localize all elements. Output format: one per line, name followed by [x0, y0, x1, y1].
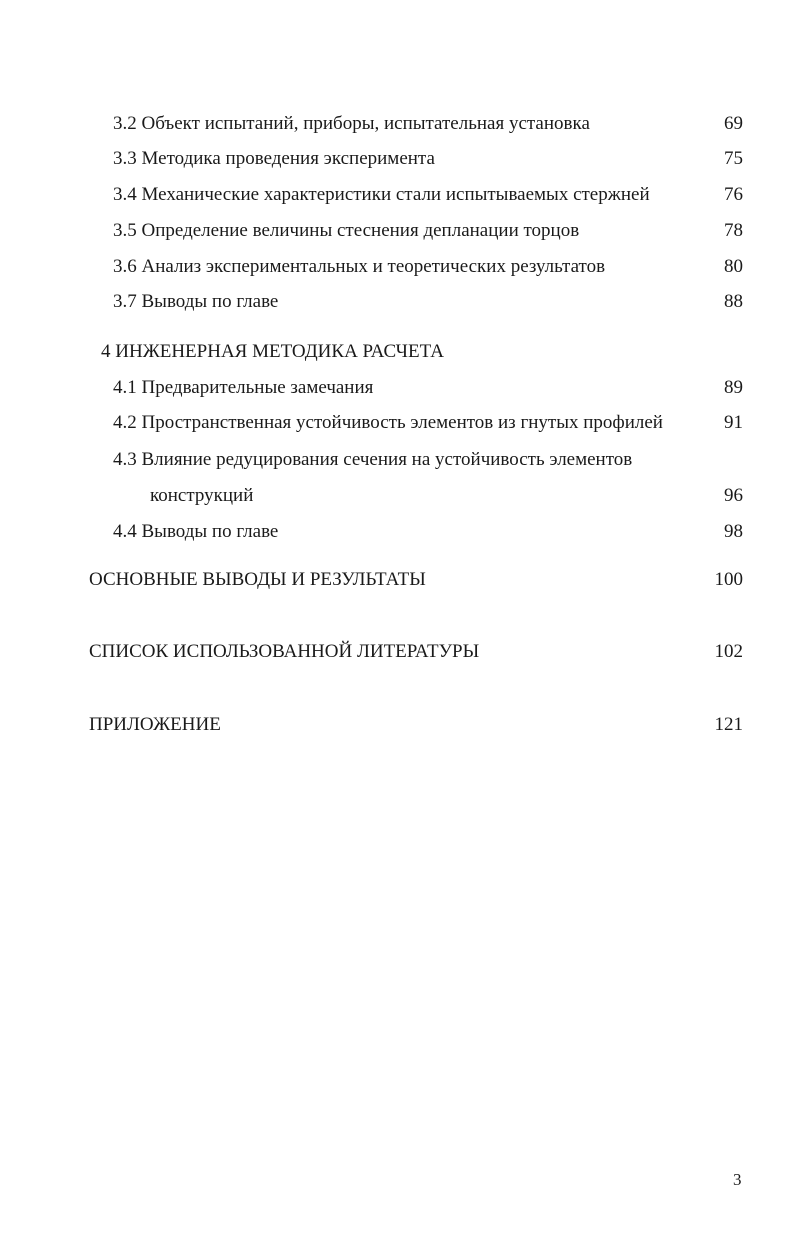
- toc-entry-3-4-title: 3.4 Механические характеристики стали испытываемых стержней: [113, 184, 650, 205]
- toc-entry-4-3-title-line1: 4.3 Влияние редуцирования сечения на устойчивость элементов: [113, 449, 633, 470]
- toc-appendix-page: 121: [714, 714, 743, 735]
- toc-conclusions-title: ОСНОВНЫЕ ВЫВОДЫ И РЕЗУЛЬТАТЫ: [89, 569, 426, 590]
- toc-entry-3-3-page: 75: [724, 148, 743, 169]
- toc-references-page: 102: [714, 641, 743, 662]
- toc-entry-3-6-page: 80: [724, 256, 743, 277]
- toc-entry-4-1-page: 89: [724, 377, 743, 398]
- toc-entry-4-1-title: 4.1 Предварительные замечания: [113, 377, 374, 398]
- toc-entry-4-4-title: 4.4 Выводы по главе: [113, 521, 279, 542]
- toc-entry-3-7-page: 88: [724, 291, 743, 312]
- toc-chapter-4-heading: 4 ИНЖЕНЕРНАЯ МЕТОДИКА РАСЧЕТА: [101, 341, 444, 362]
- page-number: 3: [733, 1170, 742, 1189]
- toc-entry-3-7-title: 3.7 Выводы по главе: [113, 291, 279, 312]
- toc-entry-4-3-title-line2: конструкций: [150, 485, 254, 506]
- toc-entry-4-4-page: 98: [724, 521, 743, 542]
- toc-entry-3-2-title: 3.2 Объект испытаний, приборы, испытательная установка: [113, 113, 590, 134]
- toc-entry-3-6-title: 3.6 Анализ экспериментальных и теоретических результатов: [113, 256, 606, 277]
- toc-entry-4-3-page: 96: [724, 485, 743, 506]
- toc-entry-4-2-page: 91: [724, 412, 743, 433]
- toc-entry-3-2-page: 69: [724, 113, 743, 134]
- toc-entry-3-4-page: 76: [724, 184, 743, 205]
- toc-entry-3-5-page: 78: [724, 220, 743, 241]
- toc-conclusions-page: 100: [714, 569, 743, 590]
- toc-entry-3-5-title: 3.5 Определение величины стеснения депланации торцов: [113, 220, 580, 241]
- toc-entry-3-3-title: 3.3 Методика проведения эксперимента: [113, 148, 435, 169]
- toc-appendix-title: ПРИЛОЖЕНИЕ: [89, 714, 221, 735]
- toc-references-title: СПИСОК ИСПОЛЬЗОВАННОЙ ЛИТЕРАТУРЫ: [89, 641, 480, 662]
- toc-entry-4-2-title: 4.2 Пространственная устойчивость элементов из гнутых профилей: [113, 412, 663, 433]
